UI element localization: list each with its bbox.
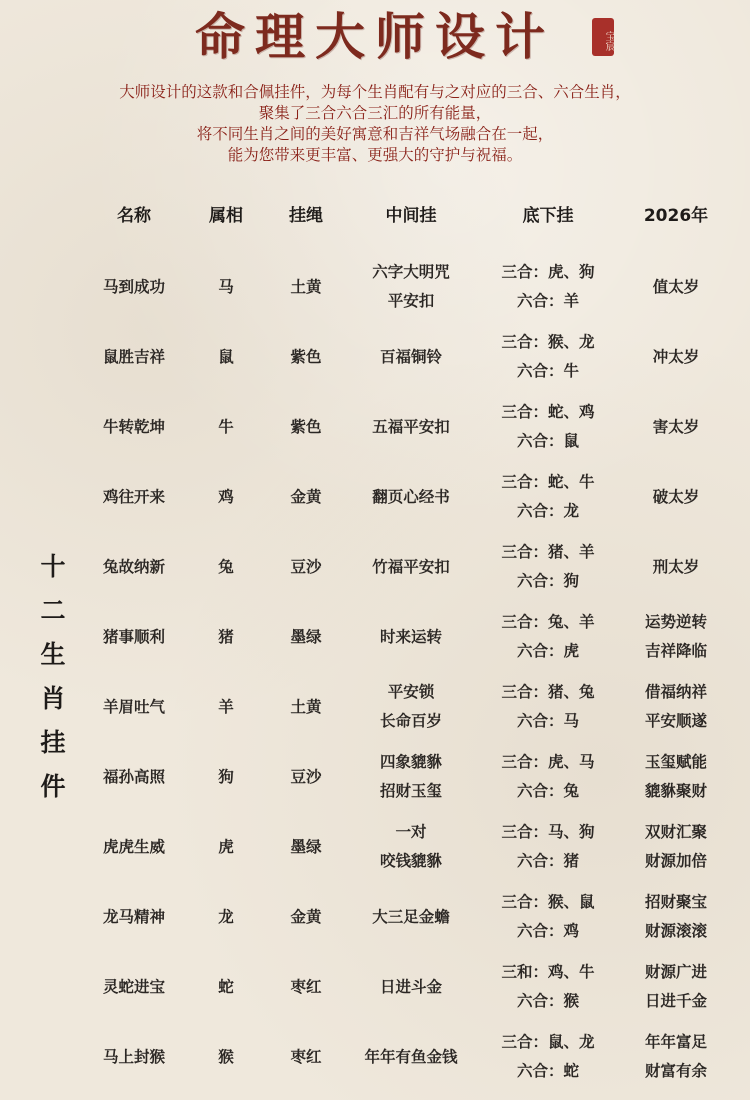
side-label-char: 挂 (40, 728, 66, 757)
cell-year-line: 冲太岁 (652, 347, 700, 366)
column-header-year: 2026年 (643, 206, 709, 226)
cell-year-line: 值太岁 (652, 277, 700, 296)
cell-bottom-line: 三合：猪、羊 (501, 543, 595, 561)
cell-bottom-line: 六合：鼠 (516, 432, 579, 450)
page-header (0, 4, 750, 70)
cell-middle (343, 1022, 479, 1092)
cell-bottom-line: 三和：鸡、牛 (501, 963, 595, 981)
cell-name: 羊眉吐气 (102, 697, 165, 716)
cell-year (626, 532, 726, 602)
table-row (0, 672, 750, 742)
cell-bottom-line: 六合：猪 (516, 852, 579, 870)
cell-year (626, 602, 726, 672)
table-row (0, 742, 750, 812)
cell-bottom (480, 322, 616, 392)
cell-name: 虎虎生威 (102, 837, 165, 856)
cell-rope: 豆沙 (290, 767, 322, 786)
table-row (0, 532, 750, 602)
table-row (0, 602, 750, 672)
cell-zodiac: 猴 (218, 1047, 234, 1066)
column-header-bottom: 底下挂 (522, 206, 574, 226)
cell-middle-line: 平安锁 (387, 683, 435, 701)
column-header-zodiac: 属相 (209, 206, 243, 226)
cell-year (626, 1022, 726, 1092)
cell-year-line: 招财聚宝 (644, 893, 707, 911)
intro-text (20, 82, 730, 166)
column-header-name: 名称 (117, 206, 151, 226)
cell-middle (343, 602, 479, 672)
cell-zodiac: 龙 (218, 907, 234, 926)
intro-line: 大师设计的这款和合佩挂件，为每个生肖配有与之对应的三合、六合生肖， (119, 83, 631, 101)
cell-zodiac: 马 (218, 277, 234, 296)
cell-bottom (480, 602, 616, 672)
cell-bottom-line: 三合：蛇、鸡 (501, 403, 595, 421)
cell-bottom-line: 六合：牛 (516, 362, 579, 380)
cell-zodiac: 鸡 (218, 487, 234, 506)
cell-name: 牛转乾坤 (102, 417, 165, 436)
cell-name: 龙马精神 (102, 907, 165, 926)
cell-bottom-line: 六合：鸡 (516, 922, 579, 940)
cell-middle-line: 年年有鱼金钱 (364, 1047, 458, 1066)
cell-middle-line: 四象貔貅 (379, 753, 442, 771)
side-label-char: 肖 (40, 684, 66, 713)
cell-year-line: 貔貅聚财 (644, 782, 707, 800)
cell-year-line: 刑太岁 (652, 557, 700, 576)
cell-bottom (480, 742, 616, 812)
seal-stamp: 宝宸 (592, 18, 614, 56)
cell-year-line: 害太岁 (652, 417, 700, 436)
cell-bottom (480, 672, 616, 742)
cell-bottom-line: 六合：马 (516, 712, 579, 730)
cell-middle (343, 392, 479, 462)
cell-name: 兔故纳新 (102, 557, 165, 576)
cell-year-line: 平安顺遂 (644, 712, 707, 730)
table-row (0, 1022, 750, 1092)
intro-line: 聚集了三合六合三汇的所有能量， (258, 104, 492, 122)
cell-bottom (480, 252, 616, 322)
cell-bottom (480, 392, 616, 462)
cell-zodiac: 兔 (218, 557, 234, 576)
column-header-middle: 中间挂 (385, 206, 437, 226)
side-label-char: 件 (40, 772, 66, 801)
cell-middle-line: 咬钱貔貅 (379, 852, 442, 870)
cell-name: 福孙高照 (102, 767, 165, 786)
cell-year-line: 财源滚滚 (644, 922, 707, 940)
cell-bottom-line: 三合：猴、鼠 (501, 893, 595, 911)
cell-middle-line: 竹福平安扣 (372, 557, 450, 576)
cell-name: 灵蛇进宝 (102, 977, 165, 996)
cell-bottom-line: 三合：虎、狗 (501, 263, 595, 281)
cell-year-line: 日进千金 (644, 992, 707, 1010)
table-row (0, 952, 750, 1022)
cell-zodiac: 猪 (218, 627, 234, 646)
cell-bottom-line: 六合：虎 (516, 642, 579, 660)
cell-bottom (480, 462, 616, 532)
cell-bottom-line: 三合：马、狗 (501, 823, 595, 841)
cell-middle-line: 长命百岁 (379, 712, 442, 730)
cell-middle (343, 462, 479, 532)
cell-name: 鸡往开来 (102, 487, 165, 506)
cell-middle (343, 882, 479, 952)
cell-name: 猪事顺利 (102, 627, 165, 646)
table-row (0, 882, 750, 952)
cell-bottom-line: 三合：虎、马 (501, 753, 595, 771)
table-row (0, 252, 750, 322)
cell-rope: 金黄 (290, 907, 322, 926)
cell-middle (343, 812, 479, 882)
side-label-char: 生 (40, 640, 66, 669)
cell-middle-line: 时来运转 (379, 627, 442, 646)
cell-bottom-line: 六合：蛇 (516, 1062, 579, 1080)
cell-year-line: 玉玺赋能 (644, 753, 707, 771)
cell-bottom-line: 三合：猪、兔 (501, 683, 595, 701)
zodiac-table (0, 252, 750, 1092)
side-label-char: 二 (40, 596, 66, 625)
cell-year-line: 财源广进 (644, 963, 707, 981)
cell-middle-line: 平安扣 (387, 292, 435, 310)
cell-zodiac: 鼠 (218, 347, 234, 366)
cell-middle (343, 532, 479, 602)
cell-year-line: 破太岁 (652, 487, 700, 506)
cell-bottom-line: 六合：猴 (516, 992, 579, 1010)
cell-year (626, 462, 726, 532)
cell-middle (343, 742, 479, 812)
cell-bottom (480, 532, 616, 602)
cell-rope: 土黄 (290, 277, 322, 296)
cell-year (626, 672, 726, 742)
cell-bottom-line: 三合：蛇、牛 (501, 473, 595, 491)
cell-bottom (480, 1022, 616, 1092)
table-row (0, 322, 750, 392)
cell-bottom-line: 六合：狗 (516, 572, 579, 590)
cell-year-line: 吉祥降临 (644, 642, 707, 660)
cell-rope: 墨绿 (290, 627, 322, 646)
cell-bottom-line: 六合：羊 (516, 292, 579, 310)
cell-rope: 土黄 (290, 697, 322, 716)
cell-year-line: 财源加倍 (644, 852, 707, 870)
cell-year-line: 借福纳祥 (644, 683, 707, 701)
cell-rope: 金黄 (290, 487, 322, 506)
cell-bottom-line: 六合：龙 (516, 502, 579, 520)
cell-rope: 枣红 (290, 977, 322, 996)
cell-rope: 紫色 (290, 417, 322, 436)
cell-zodiac: 虎 (218, 837, 234, 856)
cell-year-line: 双财汇聚 (644, 823, 707, 841)
cell-year (626, 742, 726, 812)
page-title: 命理大师设计 (195, 7, 555, 66)
cell-year (626, 812, 726, 882)
cell-rope: 枣红 (290, 1047, 322, 1066)
table-row (0, 392, 750, 462)
cell-middle-line: 日进斗金 (379, 977, 442, 996)
cell-middle-line: 招财玉玺 (379, 782, 442, 800)
cell-zodiac: 羊 (218, 697, 234, 716)
cell-name: 鼠胜吉祥 (102, 347, 165, 366)
cell-zodiac: 蛇 (218, 977, 234, 996)
column-header-rope: 挂绳 (289, 206, 323, 226)
cell-middle-line: 一对 (395, 823, 427, 841)
cell-bottom-line: 三合：鼠、龙 (501, 1033, 595, 1051)
cell-name: 马上封猴 (102, 1047, 165, 1066)
intro-line: 能为您带来更丰富、更强大的守护与祝福。 (227, 146, 523, 164)
cell-zodiac: 狗 (218, 767, 234, 786)
cell-bottom-line: 三合：兔、羊 (501, 613, 595, 631)
cell-bottom-line: 六合：兔 (516, 782, 579, 800)
cell-rope: 豆沙 (290, 557, 322, 576)
cell-year (626, 882, 726, 952)
cell-name: 马到成功 (102, 277, 165, 296)
table-row (0, 812, 750, 882)
cell-year-line: 年年富足 (644, 1033, 707, 1051)
cell-middle-line: 百福铜铃 (379, 347, 442, 366)
cell-zodiac: 牛 (218, 417, 234, 436)
cell-year-line: 财富有余 (644, 1062, 707, 1080)
cell-middle-line: 翻页心经书 (372, 487, 450, 506)
cell-middle-line: 六字大明咒 (372, 263, 450, 281)
cell-middle-line: 大三足金蟾 (372, 907, 450, 926)
cell-bottom-line: 三合：猴、龙 (501, 333, 595, 351)
intro-line: 将不同生肖之间的美好寓意和吉祥气场融合在一起， (196, 125, 554, 143)
cell-year-line: 运势逆转 (644, 613, 707, 631)
cell-middle (343, 252, 479, 322)
cell-year (626, 392, 726, 462)
cell-middle (343, 322, 479, 392)
cell-rope: 紫色 (290, 347, 322, 366)
cell-middle (343, 952, 479, 1022)
cell-middle-line: 五福平安扣 (372, 417, 450, 436)
cell-bottom (480, 812, 616, 882)
side-label-char: 十 (40, 552, 66, 581)
cell-bottom (480, 882, 616, 952)
cell-rope: 墨绿 (290, 837, 322, 856)
cell-bottom (480, 952, 616, 1022)
cell-middle (343, 672, 479, 742)
table-row (0, 462, 750, 532)
cell-year (626, 252, 726, 322)
cell-year (626, 322, 726, 392)
cell-year (626, 952, 726, 1022)
